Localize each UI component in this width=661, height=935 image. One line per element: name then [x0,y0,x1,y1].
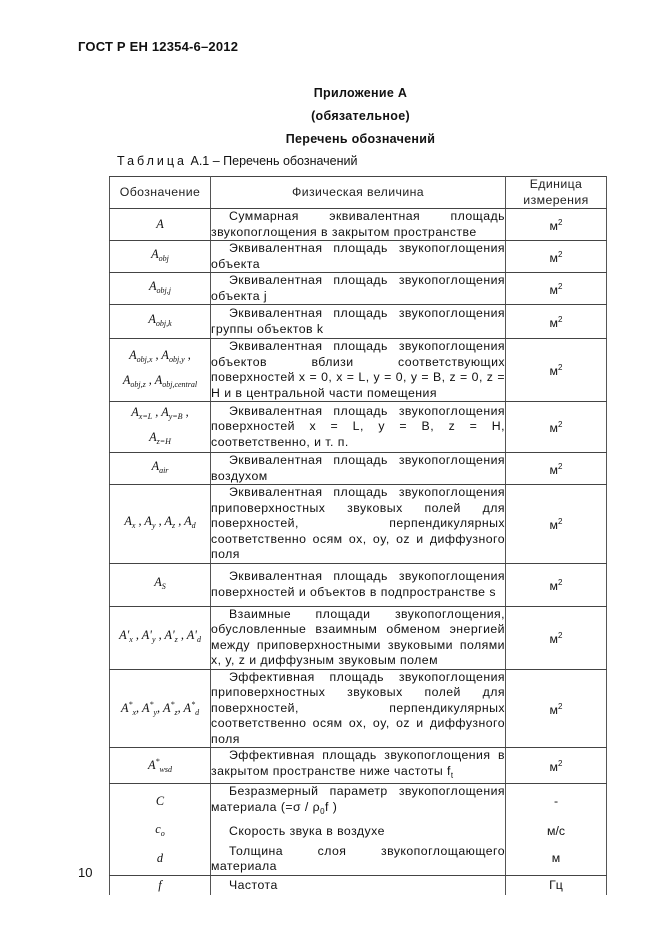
table-row [110,669,607,748]
table-header-row [110,177,607,209]
unit-cell: $м^2$ [506,748,607,784]
description-cell [211,748,506,784]
table-caption-prefix: Таблица [117,154,188,168]
description-cell [211,273,506,305]
unit-cell: $м^2$ [506,485,607,564]
description-cell [211,820,506,844]
symbol-cell: $A_{x=L}$ , $A_{y=B}$ , $A_{z=H}$ [110,402,211,453]
description-text: Эквивалентная площадь звукопоглощения воздухом [211,453,505,483]
table-row [110,606,607,669]
symbol-cell: $A_{obj,x}$ , $A_{obj,y}$ , $A_{obj,z}$ , $A_{obj,central}$ [110,339,211,402]
table-row [110,453,607,485]
table-row [110,241,607,273]
table-row [110,305,607,339]
table-row [110,273,607,305]
table-row [110,844,607,876]
table-caption-text: А.1 – Перечень обозначений [190,154,358,168]
column-header-unit: Единица измерения [506,177,607,209]
symbol-cell: $A_{air}$ [110,453,211,485]
document-code: ГОСТ Р ЕН 12354-6–2012 [78,39,239,54]
description-cell [211,844,506,876]
symbol-cell: $A_{obj,j}$ [110,273,211,305]
description-text: Суммарная эквивалентная площадь звукопоглощения в закрытом пространстве [211,209,505,239]
description-text: Скорость звука в воздухе [229,823,385,838]
unit-cell: $м^2$ [506,606,607,669]
unit-cell: $м^2$ [506,669,607,748]
description-text: Эквивалентная площадь звукопоглощения объекта [211,241,505,271]
symbol-cell: A [110,209,211,241]
table-row [110,402,607,453]
table-caption [117,154,358,168]
unit-cell: м [506,844,607,876]
table-row [110,875,607,895]
symbol-cell: f [110,875,211,895]
unit-cell: $м^2$ [506,402,607,453]
page-number: 10 [78,865,93,880]
unit-cell: $м^2$ [506,241,607,273]
description-text: Толщина слоя звукопоглощающего материала [211,843,505,873]
description-cell [211,606,506,669]
description-cell [211,669,506,748]
symbol-cell: $A^*_x$, $A^*_y$, $A^*_z$, $A^*_d$ [110,669,211,748]
table-row [110,485,607,564]
symbol-cell: $c_o$ [110,820,211,844]
description-text: Эквивалентная площадь звукопоглощения объектов вблизи соответствующих поверхностей x = 0, x = L, y = 0, y = B, z = 0, z = H и в центральной части помещения [211,339,505,400]
symbol-cell: $A_S$ [110,563,211,606]
description-text: Эквивалентная площадь звукопоглощения группы объектов k [211,306,505,336]
table-row [110,339,607,402]
description-cell [211,485,506,564]
description-text: Эквивалентная площадь звукопоглощения поверхностей x = L, y = B, z = H, соответственно, и т. п. [211,403,505,449]
description-text: Безразмерный параметр звукопоглощения материала ($=\sigma / \rho_0f$ ) [211,784,505,816]
table-row [110,820,607,844]
description-cell [211,305,506,339]
symbol-cell: $A'_x$ , $A'_y$ , $A'_z$ , $A'_d$ [110,606,211,669]
unit-cell: $м^2$ [506,453,607,485]
symbol-cell: $A_x$ , $A_y$ , $A_z$ , $A_d$ [110,485,211,564]
table-row [110,563,607,606]
unit-cell: $м^2$ [506,563,607,606]
unit-cell: $м^2$ [506,339,607,402]
unit-cell: $м^2$ [506,305,607,339]
unit-cell: $м^2$ [506,273,607,305]
description-cell [211,241,506,273]
description-text: Эквивалентная площадь звукопоглощения объекта j [211,273,505,303]
symbol-cell: $A_{obj,k}$ [110,305,211,339]
annex-subtitle: Перечень обозначений [285,132,436,146]
description-cell [211,784,506,820]
unit-cell: $м^2$ [506,209,607,241]
annex-title: Приложение А [313,86,408,100]
symbols-table [109,176,607,895]
column-header-quantity: Физическая величина [211,177,506,209]
description-text: Эффективная площадь звукопоглощения приповерхностных звуковых полей для поверхностей, перпендикулярных соответственно осям ox, oy, oz и диффузного поля [211,669,505,746]
description-text: Взаимные площади звукопоглощения, обусловленные взаимным обменом энергией между приповерхностными звуковыми полями x, y, z и диффузным звуковым полем [211,606,505,667]
unit-cell: м/с [506,820,607,844]
table-row [110,209,607,241]
description-text: Частота [229,877,278,892]
annex-status: (обязательное) [311,109,410,123]
description-cell [211,209,506,241]
description-cell [211,875,506,895]
unit-cell: - [506,784,607,820]
symbol-cell: C [110,784,211,820]
description-cell [211,453,506,485]
description-text: Эффективная площадь звукопоглощения в закрытом пространстве ниже частоты $f_t$ [211,748,505,780]
description-cell [211,563,506,606]
unit-cell: Гц [506,875,607,895]
description-cell [211,339,506,402]
column-header-symbol: Обозначение [110,177,211,209]
table-row [110,748,607,784]
table-body [110,209,607,896]
description-text: Эквивалентная площадь звукопоглощения поверхностей и объектов в подпространстве s [211,569,505,599]
symbol-cell: $A_{obj}$ [110,241,211,273]
description-text: Эквивалентная площадь звукопоглощения приповерхностных звуковых полей для поверхностей, перпендикулярных соответственно осям ox, oy, oz и диффузного поля [211,485,505,561]
description-cell [211,402,506,453]
symbol-cell: d [110,844,211,876]
symbol-cell: $A^*_{wsd}$ [110,748,211,784]
table-row [110,784,607,820]
